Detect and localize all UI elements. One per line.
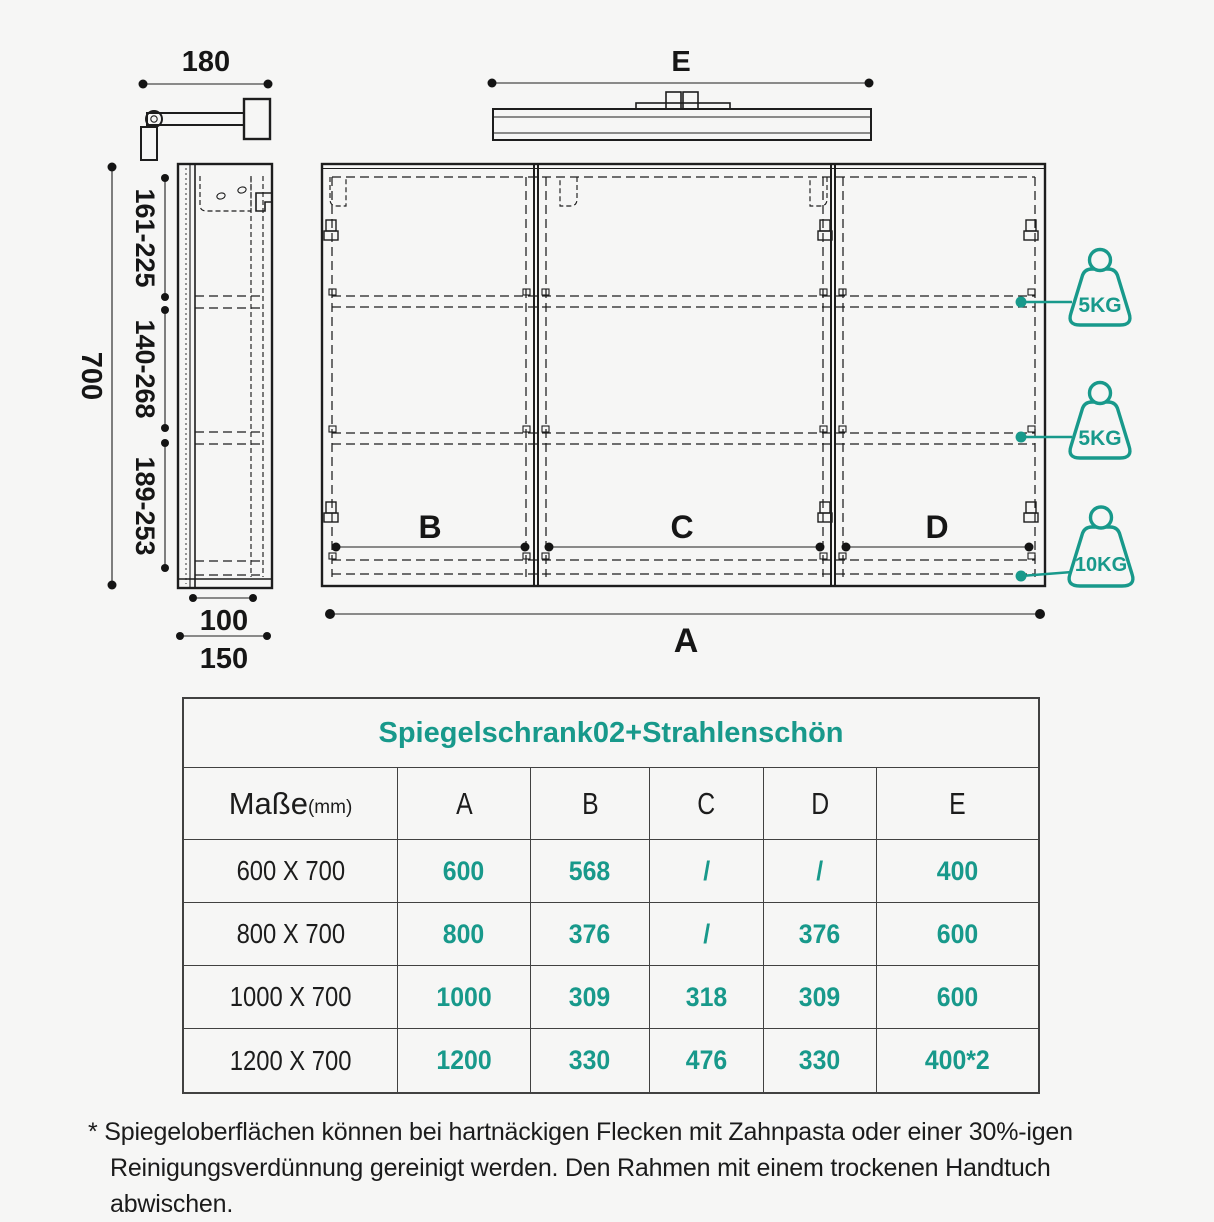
value-cell: 400	[877, 840, 1038, 903]
row-size: 1200 X 700	[184, 1029, 398, 1092]
value-cell: 476	[650, 1029, 764, 1092]
cabinet-height-label: 700	[75, 351, 107, 401]
light-bar-front-view	[488, 46, 874, 140]
value-cell: 376	[764, 903, 877, 966]
weight-icon-shelf1	[1070, 250, 1130, 326]
col-header-size	[184, 768, 398, 840]
door-c-label: C	[670, 509, 694, 545]
value-cell: 800	[398, 903, 531, 966]
shelf1-capacity-label: 5KG	[1078, 294, 1122, 317]
col-header-d: D	[764, 768, 877, 840]
value-cell: 568	[531, 840, 650, 903]
depth-dimensions	[176, 594, 271, 675]
value-cell: 309	[764, 966, 877, 1029]
value-cell: 318	[650, 966, 764, 1029]
col-header-c: C	[650, 768, 764, 840]
bar-width-label: E	[671, 46, 691, 78]
shelf2-capacity-label: 5KG	[1078, 427, 1122, 450]
value-cell: /	[764, 840, 877, 903]
value-cell: 1200	[398, 1029, 531, 1092]
value-cell: 330	[531, 1029, 650, 1092]
inner-depth-label: 100	[199, 605, 249, 637]
row-size: 800 X 700	[184, 903, 398, 966]
lamp-width-label: 180	[181, 46, 231, 78]
value-cell: 400*2	[925, 1045, 990, 1075]
mounting-bracket	[560, 177, 577, 206]
height-dimensions	[75, 163, 169, 590]
segment3-label: 189-253	[130, 456, 160, 556]
segment2-label: 140-268	[130, 319, 160, 419]
size-header-text: Maße	[228, 785, 308, 821]
row-size: 1000 X 700	[184, 966, 398, 1029]
care-note	[88, 1114, 1148, 1222]
col-header-a: A	[398, 768, 531, 840]
cabinet-side-view	[178, 164, 272, 588]
load-capacity-callouts	[1016, 250, 1133, 587]
value-cell: 600	[398, 840, 531, 903]
mounting-bracket	[200, 176, 251, 211]
total-width-label: A	[673, 622, 699, 660]
weight-icon-shelf2	[1070, 383, 1130, 459]
door-hinges	[324, 220, 1038, 522]
cabinet-front-view	[322, 164, 1045, 660]
care-note-line1: * Spiegeloberflächen können bei hartnäckigen Flecken mit Zahnpasta oder einer 30%-igen	[88, 1118, 1073, 1146]
size-unit-text: (mm)	[307, 796, 353, 818]
table-title: Spiegelschrank02+Strahlenschön	[184, 699, 1038, 768]
col-header-e: E	[877, 768, 1038, 840]
value-cell: /	[650, 840, 764, 903]
wall-lamp-side-view	[139, 46, 273, 160]
value-cell: /	[650, 903, 764, 966]
value-cell: 1000	[398, 966, 531, 1029]
door-b-label: B	[418, 509, 442, 545]
weight-icon-bottom	[1069, 507, 1133, 586]
care-note-line2: Reinigungsverdünnung gereinigt werden. Den Rahmen mit einem trockenen Handtuch abwischen.	[110, 1154, 1051, 1218]
mounting-bracket	[810, 177, 827, 206]
col-header-b: B	[531, 768, 650, 840]
dimensions-table	[182, 697, 1040, 1094]
row-size: 600 X 700	[184, 840, 398, 903]
door-d-label: D	[925, 509, 949, 545]
value-cell: 600	[877, 966, 1038, 1029]
depth-label: 150	[199, 643, 249, 675]
segment1-label: 161-225	[130, 188, 160, 288]
value-cell: 600	[877, 903, 1038, 966]
value-cell: 376	[531, 903, 650, 966]
wall-hook	[256, 193, 272, 211]
bottom-capacity-label: 10KG	[1074, 554, 1128, 576]
value-cell: 330	[764, 1029, 877, 1092]
value-cell: 309	[531, 966, 650, 1029]
